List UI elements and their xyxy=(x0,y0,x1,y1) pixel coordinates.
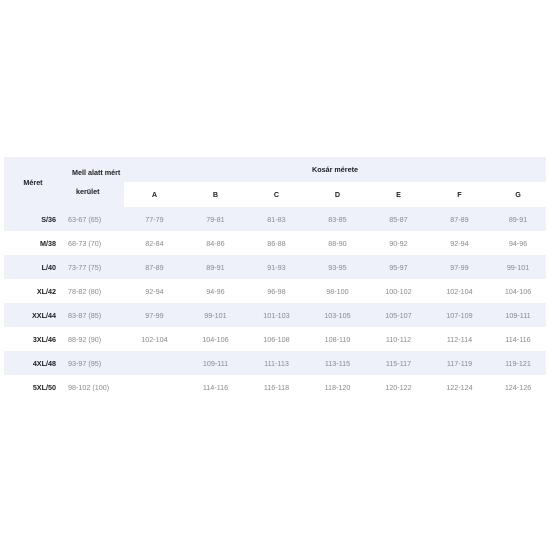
size-label: XXL/44 xyxy=(4,303,62,327)
cup-g-value: 114-116 xyxy=(505,334,531,344)
header-row-1 xyxy=(4,157,546,182)
size-label: 3XL/46 xyxy=(32,334,56,344)
cup-f-value: 92-94 xyxy=(450,238,469,248)
size-label: 5XL/50 xyxy=(32,382,56,392)
cup-d-value: 118-120 xyxy=(324,382,351,392)
cup-d-value: 93-95 xyxy=(307,255,368,279)
cup-a-value: 82-84 xyxy=(145,238,164,248)
cup-e-value: 105-107 xyxy=(368,303,429,327)
underbust-value: 93-97 (95) xyxy=(62,351,124,375)
table-row xyxy=(4,303,546,327)
cup-header-e: E xyxy=(368,182,429,207)
size-label: 4XL/48 xyxy=(4,351,62,375)
size-label: M/38 xyxy=(40,238,56,248)
cup-a-value xyxy=(124,351,185,375)
cup-d-value: 103-105 xyxy=(307,303,368,327)
cup-f-value: 107-109 xyxy=(429,303,490,327)
cup-e-value: 95-97 xyxy=(368,255,429,279)
cup-g-value: 109-111 xyxy=(490,303,546,327)
table-row xyxy=(4,255,546,279)
cup-g-value: 124-126 xyxy=(504,382,532,392)
cup-g-value: 119-121 xyxy=(490,351,546,375)
cup-b-value: 84-86 xyxy=(206,238,225,248)
cup-b-value: 109-111 xyxy=(185,351,246,375)
cup-header-f: F xyxy=(429,182,490,207)
cup-a-value: 102-104 xyxy=(141,334,168,344)
cup-f-value: 102-104 xyxy=(446,286,473,296)
size-label: S/36 xyxy=(4,207,62,231)
underbust-value: 98-102 (100) xyxy=(68,382,110,392)
cup-d-value: 108-110 xyxy=(324,334,351,344)
cup-e-value: 100-102 xyxy=(385,286,412,296)
cup-header-b: B xyxy=(185,182,246,207)
cup-d-value: 113-115 xyxy=(307,351,368,375)
underbust-value: 68-73 (70) xyxy=(68,238,102,248)
underbust-value: 78-82 (80) xyxy=(68,286,102,296)
cup-c-value: 101-103 xyxy=(246,303,307,327)
cup-e-value: 120-122 xyxy=(385,382,412,392)
cup-b-value: 114-116 xyxy=(202,382,229,392)
cup-e-value: 90-92 xyxy=(389,238,408,248)
cup-f-value: 87-89 xyxy=(429,207,490,231)
cup-d-value: 88-90 xyxy=(328,238,347,248)
cup-a-value: 87-89 xyxy=(124,255,185,279)
cup-f-value: 112-114 xyxy=(446,334,473,344)
size-column-header: Méret xyxy=(4,157,62,207)
cup-c-value: 86-88 xyxy=(267,238,286,248)
cup-e-value: 85-87 xyxy=(368,207,429,231)
table-row xyxy=(4,207,546,231)
cup-e-value: 110-112 xyxy=(385,334,412,344)
cup-b-value: 79-81 xyxy=(185,207,246,231)
cup-a-value xyxy=(124,375,185,399)
size-label: L/40 xyxy=(4,255,62,279)
cup-a-value: 77-79 xyxy=(124,207,185,231)
cup-f-value: 97-99 xyxy=(429,255,490,279)
cup-g-value: 99-101 xyxy=(490,255,546,279)
table-row xyxy=(4,231,546,255)
underbust-column-header xyxy=(62,157,124,207)
cup-header-a: A xyxy=(124,182,185,207)
cup-c-value: 116-118 xyxy=(263,382,290,392)
cup-e-value: 115-117 xyxy=(368,351,429,375)
cup-header-g: G xyxy=(490,182,546,207)
table-row xyxy=(4,375,546,399)
cup-a-value: 97-99 xyxy=(124,303,185,327)
cup-c-value: 81-83 xyxy=(246,207,307,231)
underbust-value: 83-87 (85) xyxy=(62,303,124,327)
cup-c-value: 106-108 xyxy=(263,334,290,344)
cup-b-value: 99-101 xyxy=(185,303,246,327)
cup-f-value: 117-119 xyxy=(429,351,490,375)
underbust-header-line1: Mell alatt mért xyxy=(72,168,121,177)
cup-c-value: 96-98 xyxy=(267,286,286,296)
size-label: XL/42 xyxy=(36,286,56,296)
underbust-value: 88-92 (90) xyxy=(68,334,102,344)
cup-header-d: D xyxy=(307,182,368,207)
cup-c-value: 111-113 xyxy=(246,351,307,375)
table-row xyxy=(4,327,546,351)
table-row xyxy=(4,351,546,375)
table-row xyxy=(4,279,546,303)
cup-g-value: 104-106 xyxy=(504,286,532,296)
cup-g-value: 89-91 xyxy=(490,207,546,231)
cup-size-header: Kosár mérete xyxy=(124,157,546,182)
cup-g-value: 94-96 xyxy=(508,238,528,248)
cup-d-value: 83-85 xyxy=(307,207,368,231)
cup-b-value: 104-106 xyxy=(202,334,229,344)
cup-header-c: C xyxy=(246,182,307,207)
cup-c-value: 91-93 xyxy=(246,255,307,279)
underbust-header-line2: kerület xyxy=(76,187,100,196)
cup-b-value: 94-96 xyxy=(206,286,225,296)
underbust-value: 73-77 (75) xyxy=(62,255,124,279)
cup-b-value: 89-91 xyxy=(185,255,246,279)
cup-f-value: 122-124 xyxy=(446,382,473,392)
size-chart-table xyxy=(4,157,546,399)
cup-a-value: 92-94 xyxy=(145,286,164,296)
cup-d-value: 98-100 xyxy=(326,286,349,296)
underbust-value: 63-67 (65) xyxy=(62,207,124,231)
